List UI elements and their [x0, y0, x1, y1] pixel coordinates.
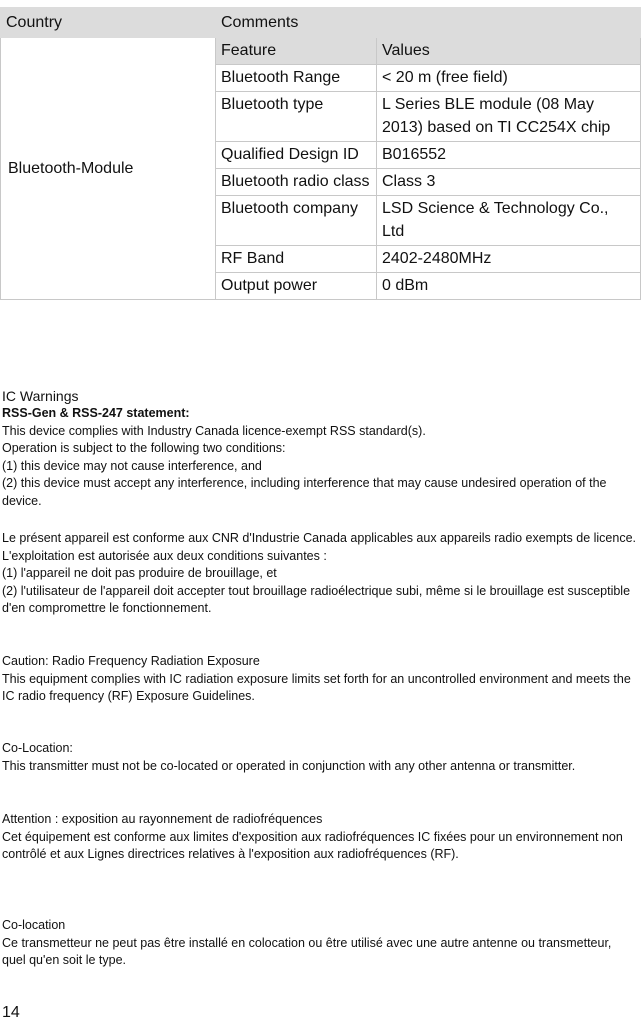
caution-text: This equipment complies with IC radiation exposure limits set forth for an uncontrolled environment and meets the IC radio frequency (RF) Exposure Guidelines.: [2, 671, 631, 703]
header-country: Country: [1, 8, 216, 38]
caution-heading: Caution: Radio Frequency Radiation Exposure: [2, 654, 260, 668]
colocation-text: This transmitter must not be co-located or operated in conjunction with any other antenna or transmitter.: [2, 758, 576, 773]
bluetooth-spec-table: [0, 7, 641, 300]
ic-warnings-title: IC Warnings: [2, 388, 79, 404]
colocation-fr-text: Ce transmetteur ne peut pas être installé en colocation ou être utilisé avec une autre antenne ou transmetteur, quel qu'en soit le type.: [2, 935, 612, 967]
page-number: 14: [2, 1004, 20, 1021]
subheader-values: Values: [377, 38, 641, 65]
rss-statement-heading: RSS-Gen & RSS-247 statement:: [2, 406, 190, 420]
value-cell: Class 3: [377, 169, 641, 196]
fr-line: (2) l'utilisateur de l'appareil doit accepter tout brouillage radioélectrique subi, même si le brouillage est susceptible d'en compromettre le fonctionnement.: [2, 583, 631, 615]
caution-section: [2, 653, 638, 706]
feature-cell: Bluetooth type: [216, 92, 377, 142]
header-comments: Comments: [216, 8, 641, 38]
colocation-fr-heading: Co-location: [2, 918, 66, 932]
value-cell: < 20 m (free field): [377, 65, 641, 92]
fr-line: Le présent appareil est conforme aux CNR d'Industrie Canada applicables aux appareils radio exempts de licence.: [2, 531, 636, 545]
en-line: (1) this device may not cause interference, and: [2, 458, 262, 473]
table-subheader-row: [1, 38, 641, 65]
feature-cell: Bluetooth company: [216, 196, 377, 246]
feature-cell: Qualified Design ID: [216, 142, 377, 169]
subheader-feature: Feature: [216, 38, 377, 65]
feature-cell: Bluetooth radio class: [216, 169, 377, 196]
feature-cell: RF Band: [216, 246, 377, 273]
attention-section: [2, 811, 638, 864]
feature-cell: Bluetooth Range: [216, 65, 377, 92]
value-cell: B016552: [377, 142, 641, 169]
en-line: This device complies with Industry Canada licence-exempt RSS standard(s).: [2, 423, 426, 438]
ic-warnings-section: [2, 387, 638, 510]
value-cell: 2402-2480MHz: [377, 246, 641, 273]
colocation-section: [2, 740, 638, 775]
colocation-heading: Co-Location:: [2, 741, 73, 755]
fr-line: L'exploitation est autorisée aux deux conditions suivantes :: [2, 548, 327, 563]
value-cell: L Series BLE module (08 May 2013) based on TI CC254X chip: [377, 92, 641, 142]
feature-cell: Output power: [216, 273, 377, 300]
colocation-fr-section: [2, 917, 638, 970]
value-cell: 0 dBm: [377, 273, 641, 300]
country-cell: Bluetooth-Module: [1, 38, 216, 300]
attention-text: Cet équipement est conforme aux limites d'exposition aux radiofréquences IC fixées pour un environnement non contrôlé et aux Lignes directrices relatives à l'exposition aux radiofréquences (RF).: [2, 829, 623, 861]
en-line: (2) this device must accept any interference, including interference that may cause undesired operation of the device.: [2, 476, 607, 508]
value-cell: LSD Science & Technology Co., Ltd: [377, 196, 641, 246]
attention-heading: Attention : exposition au rayonnement de radiofréquences: [2, 812, 323, 826]
fr-line: (1) l'appareil ne doit pas produire de brouillage, et: [2, 566, 277, 580]
french-statement-section: [2, 530, 638, 618]
en-line: Operation is subject to the following two conditions:: [2, 441, 286, 455]
table-header-row: [1, 8, 641, 38]
